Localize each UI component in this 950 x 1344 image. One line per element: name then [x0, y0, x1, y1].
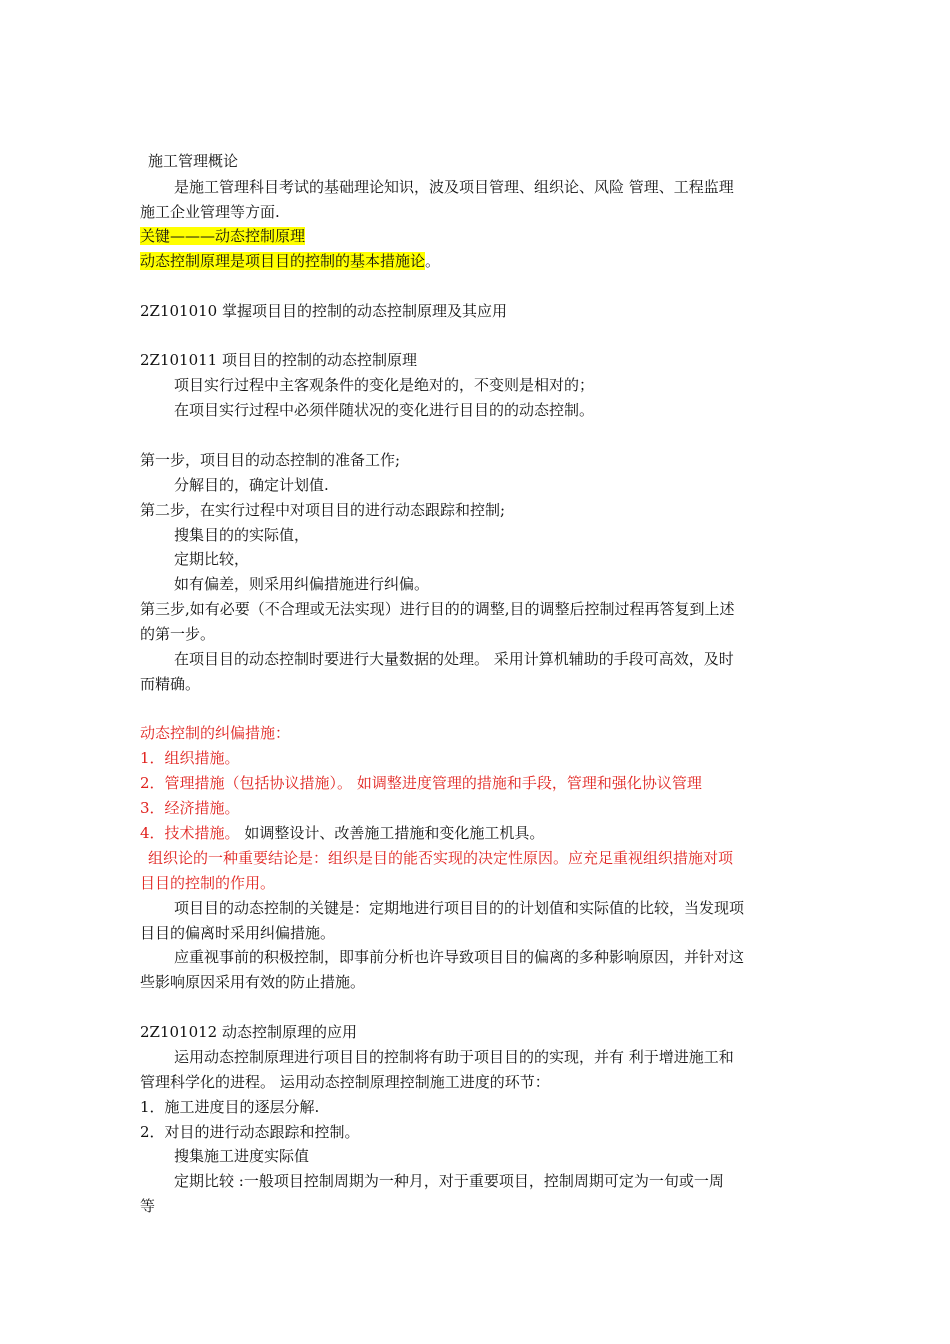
section-heading-2z101012: 2Z101012 动态控制原理的应用: [140, 1023, 357, 1041]
measure-4: [140, 822, 544, 844]
paragraph-3-line-1: 在项目目的动态控制时要进行大量数据的处理。 采用计算机辅助的手段可高效，及时: [174, 650, 734, 668]
measure-2: 2．管理措施（包括协议措施）。 如调整进度管理的措施和手段，管理和强化协议管理: [140, 774, 702, 792]
org-conclusion-line-1: 组织论的一种重要结论是：组织是目的能否实现的决定性原因。应充足重视组织措施对项: [148, 849, 734, 867]
prevention-line-2: 些影响原因采用有效的防止措施。: [140, 973, 366, 991]
doc-title: 施工管理概论: [148, 152, 239, 170]
step-2: 第二步，在实行过程中对项目目的进行动态跟踪和控制;: [140, 501, 506, 519]
key-highlight-1: 关键———动态控制原理: [140, 227, 306, 245]
measures-title: 动态控制的纠偏措施：: [140, 724, 291, 742]
measure-4-label: 4．技术措施。: [140, 824, 240, 842]
step-2-item-1: 搜集目的的实际值，: [174, 526, 310, 544]
application-step-2-item-2-cont: 等: [140, 1197, 156, 1215]
measure-4-detail: 如调整设计、改善施工措施和变化施工机具。: [239, 824, 545, 842]
prevention-line-1: 应重视事前的积极控制，即事前分析也许导致项目目的偏离的多种影响原因，并针对这: [174, 948, 745, 966]
paragraph-1: 项目实行过程中主客观条件的变化是绝对的，不变则是相对的；: [174, 376, 595, 394]
step-1: 第一步，项目目的动态控制的准备工作;: [140, 451, 401, 469]
application-line-2: 管理科学化的进程。 运用动态控制原理控制施工进度的环节：: [140, 1073, 550, 1091]
application-step-2: 2．对目的进行动态跟踪和控制。: [140, 1123, 360, 1141]
key-highlight-2: 动态控制原理是项目目的控制的基本措施论: [140, 252, 426, 270]
step-2-item-2: 定期比较，: [174, 550, 250, 568]
key-line-1: [140, 225, 305, 247]
measure-1: 1．组织措施。: [140, 749, 240, 767]
paragraph-2: 在项目实行过程中必须伴随状况的变化进行目目的的动态控制。: [174, 401, 595, 419]
section-heading-2z101010: 2Z101010 掌握项目目的控制的动态控制原理及其应用: [140, 302, 507, 320]
key-line-2-end: 。: [425, 252, 441, 270]
step-3-line-1: 第三步,如有必要（不合理或无法实现）进行目的的调整,目的调整后控制过程再答复到上述: [140, 600, 735, 618]
intro-line-2: 施工企业管理等方面.: [140, 203, 280, 221]
paragraph-3-line-2: 而精确。: [140, 675, 201, 693]
key-control-line-1: 项目目的动态控制的关键是：定期地进行项目目的的计划值和实际值的比较，当发现项: [174, 899, 745, 917]
intro-line-1: 是施工管理科目考试的基础理论知识，波及项目管理、组织论、风险 管理、工程监理: [174, 178, 734, 196]
section-heading-2z101011: 2Z101011 项目目的控制的动态控制原理: [140, 351, 417, 369]
application-step-2-item-1: 搜集施工进度实际值: [174, 1147, 310, 1165]
application-line-1: 运用动态控制原理进行项目目的控制将有助于项目目的的实现，并有 利于增进施工和: [174, 1048, 734, 1066]
step-1-item: 分解目的，确定计划值.: [174, 476, 329, 494]
key-line-2: [140, 250, 440, 272]
step-2-item-3: 如有偏差，则采用纠偏措施进行纠偏。: [174, 575, 430, 593]
org-conclusion-line-2: 目目的控制的作用。: [140, 874, 276, 892]
application-step-1: 1．施工进度目的逐层分解.: [140, 1098, 320, 1116]
step-3-line-2: 的第一步。: [140, 625, 216, 643]
application-step-2-item-2: 定期比较 :一般项目控制周期为一种月，对于重要项目，控制周期可定为一旬或一周: [174, 1172, 724, 1190]
key-control-line-2: 目目的偏离时采用纠偏措施。: [140, 924, 336, 942]
measure-3: 3．经济措施。: [140, 799, 240, 817]
